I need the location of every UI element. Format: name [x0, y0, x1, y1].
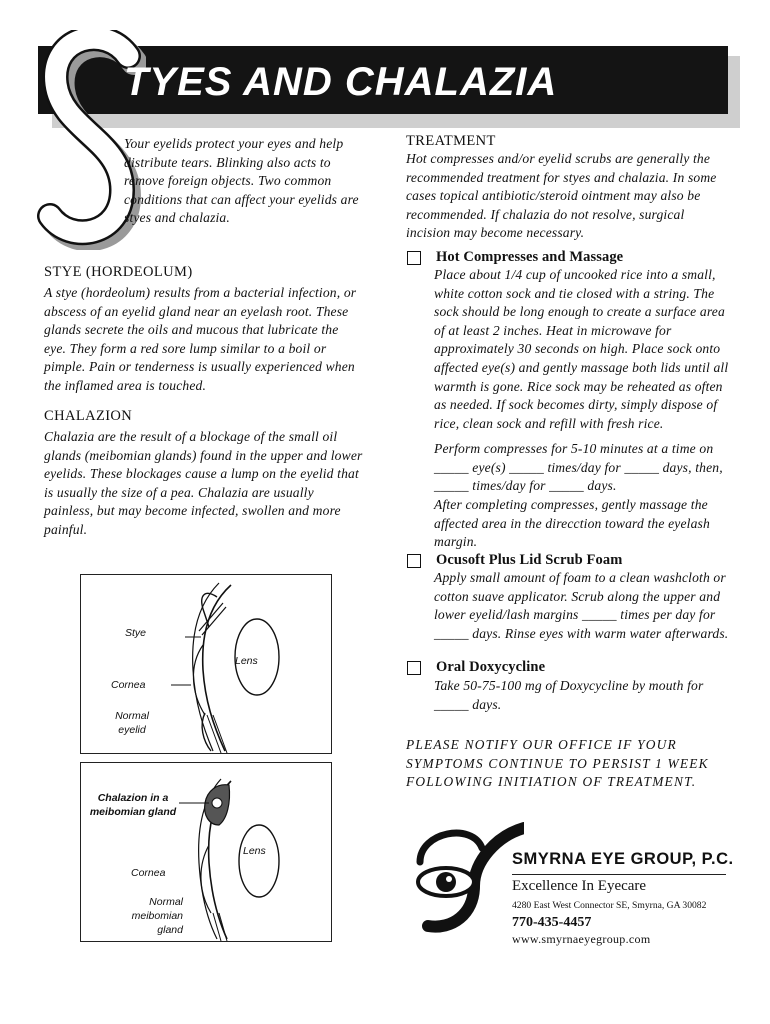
intro-text: Your eyelids protect your eyes and help distribute tears. Blinking also acts to remove foreign objects. Two common conditions that can affect your eyelids are styes and chalazia. [124, 136, 359, 226]
lid-scrub-checkbox[interactable] [407, 554, 421, 568]
lid-scrub-instructions: Apply small amount of foam to a clean washcloth or cotton suave applicator. Scrub along the upper and lower eyelid/lash margins _____ times per day for _____ days. Rinse eyes with warm water afterwards. [434, 570, 729, 641]
option-lid-scrub: Ocusoft Plus Lid Scrub Foam [436, 552, 623, 568]
hot-compress-schedule: Perform compresses for 5-10 minutes at a time on _____ eye(s) _____ times/day for _____ days, then, _____ times/day for _____ days. [434, 441, 723, 494]
stye-body: A stye (hordeolum) results from a bacterial infection, or abscess of an eyelid gland near an eyelash root. These glands secrete the oils and mucous that lubricate the eye. They form a red sore lump similar to a boil or pimple. Pain or tenderness is usually experienced when the inflamed area is touched. [44, 285, 357, 393]
label-lens-2: Lens [243, 845, 266, 857]
page-title: TYES AND CHALAZIA [124, 60, 558, 104]
label-chalazion: Chalazion in a meibomian gland [89, 792, 177, 818]
label-stye: Stye [125, 627, 147, 639]
label-lens: Lens [235, 655, 258, 667]
doxycycline-instructions: Take 50-75-100 mg of Doxycycline by mouth for _____ days. [434, 678, 704, 712]
company-name: SMYRNA EYE GROUP, P.C. [512, 850, 734, 868]
treatment-heading: TREATMENT [406, 133, 496, 149]
eye-crosssection-illustration-2 [81, 763, 331, 941]
company-divider [512, 874, 726, 875]
company-address: 4280 East West Connector SE, Smyrna, GA 30082 [512, 900, 707, 911]
chalazion-diagram [80, 762, 332, 942]
stye-heading: STYE (HORDEOLUM) [44, 264, 193, 280]
label-normal-gland: Normal meibomian gland [131, 896, 183, 936]
company-logo [412, 822, 524, 934]
hot-compress-checkbox[interactable] [407, 251, 421, 265]
label-normal-eyelid: Normal eyelid [115, 710, 149, 736]
chalazion-heading: CHALAZION [44, 408, 133, 424]
label-cornea-2: Cornea [131, 867, 166, 879]
notify-notice: PLEASE NOTIFY OUR OFFICE IF YOUR SYMPTOMS CONTINUE TO PERSIST 1 WEEK FOLLOWING INITIATION OF TREATMENT. [406, 737, 709, 790]
doxycycline-checkbox[interactable] [407, 661, 421, 675]
chalazion-body: Chalazia are the result of a blockage of the small oil glands (meibomian glands) found in the upper and lower eyelids. These blockages cause a lump on the eyelid that is usually the size of a pea. Chalazia are usually painless, but may become infected, swollen and more painful. [44, 429, 363, 537]
stye-diagram [80, 574, 332, 754]
company-website[interactable]: www.smyrnaeyegroup.com [512, 932, 651, 946]
title-initial: S [36, 30, 37, 31]
company-phone[interactable]: 770-435-4457 [512, 915, 592, 930]
hot-compress-instructions: Place about 1/4 cup of uncooked rice into a small, white cotton sock and tie closed with a string. The sock should be long enough to create a surface area of at least 2 inches. Heat in microwave for approximately 30 seconds on high. Place sock onto affected eye(s) and gently massage both lids until all warmth is gone. Rice sock may be reheated as often as needed. If sock becomes dirty, simply dispose of rice, clean sock and refill with fresh rice. [434, 267, 729, 431]
treatment-body: Hot compresses and/or eyelid scrubs are generally the recommended treatment for styes and chalazia. In some cases topical antibiotic/steroid ointment may also be recommended. If chalazia do not resolve, surgical incision may become necessary. [406, 151, 717, 241]
option-doxycycline: Oral Doxycycline [436, 659, 546, 675]
option-hot-compress: Hot Compresses and Massage [436, 249, 624, 265]
label-cornea: Cornea [111, 679, 146, 691]
company-tagline: Excellence In Eyecare [512, 878, 647, 894]
hot-compress-massage: After completing compresses, gently massage the affected area in the direcction toward the eyelash margin. [434, 497, 710, 550]
